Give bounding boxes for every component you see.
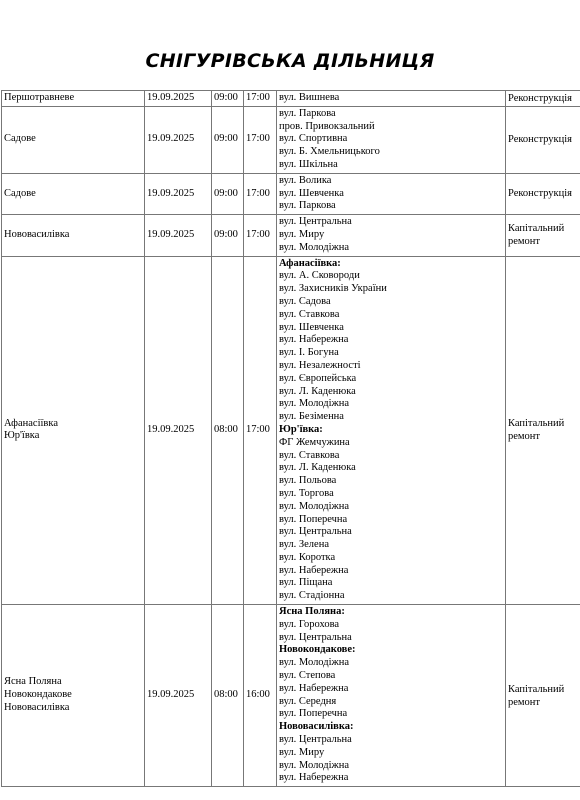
streets-cell	[277, 215, 506, 256]
date-cell: 19.09.2025	[145, 106, 212, 173]
date-cell: 19.09.2025	[145, 256, 212, 605]
settlement-name: Нововасилівка	[4, 228, 70, 240]
streets-cell	[277, 605, 506, 787]
street-name: вул. Поперечна	[279, 513, 348, 525]
settlement-name: Ясна Поляна	[4, 676, 62, 688]
date-cell: 19.09.2025	[145, 215, 212, 256]
street-name: вул. Центральна	[279, 631, 352, 643]
work-type-cell: Реконструкція	[506, 173, 580, 214]
work-type-cell: Реконструкція	[506, 91, 580, 107]
work-type-cell: Капітальний ремонт	[506, 215, 580, 256]
street-name: ФГ Жемчужина	[279, 436, 350, 448]
table-row	[2, 256, 580, 605]
street-group-heading: Афанасіївка:	[279, 257, 341, 269]
street-name: вул. Набережна	[279, 334, 349, 346]
street-name: вул. Європейська	[279, 372, 357, 384]
settlement-name: Нововасилівка	[4, 702, 70, 714]
streets-cell	[277, 91, 506, 107]
date-cell: 19.09.2025	[145, 91, 212, 107]
street-name: вул. Торгова	[279, 487, 334, 499]
street-name: вул. Миру	[279, 228, 325, 240]
end-time-cell: 17:00	[244, 173, 277, 214]
end-time-cell: 17:00	[244, 91, 277, 107]
street-name: вул. Шкільна	[279, 158, 338, 170]
street-name: вул. Л. Каденюка	[279, 462, 356, 474]
street-name: вул. Середня	[279, 695, 337, 707]
start-time-cell: 09:00	[212, 173, 244, 214]
street-name: вул. Молодіжна	[279, 759, 350, 771]
street-name: вул. Л. Каденюка	[279, 385, 356, 397]
work-type-cell: Капітальний ремонт	[506, 605, 580, 787]
page-title: СНІГУРІВСЬКА ДІЛЬНИЦЯ	[145, 50, 435, 72]
start-time-cell: 08:00	[212, 605, 244, 787]
start-time-cell: 09:00	[212, 215, 244, 256]
street-name: вул. Набережна	[279, 564, 349, 576]
street-name: вул. Стадіонна	[279, 590, 345, 602]
street-name: вул. Спортивна	[279, 133, 348, 145]
start-time-cell: 09:00	[212, 91, 244, 107]
street-name: вул. Волика	[279, 174, 332, 186]
end-time-cell: 17:00	[244, 215, 277, 256]
settlement-name: Першотравневе	[4, 92, 75, 103]
street-name: вул. Центральна	[279, 216, 352, 228]
street-name: вул. Набережна	[279, 682, 349, 694]
street-name: вул. Паркова	[279, 200, 336, 212]
work-type-cell: Капітальний ремонт	[506, 256, 580, 605]
street-name: вул. Паркова	[279, 107, 336, 119]
settlement-cell	[2, 215, 145, 256]
street-name: вул. Вишнева	[279, 92, 340, 103]
street-group-heading: Ясна Поляна:	[279, 606, 345, 618]
streets-cell	[277, 106, 506, 173]
street-name: вул. Коротка	[279, 551, 336, 563]
settlement-name: Садове	[4, 133, 36, 145]
table-row	[2, 605, 580, 787]
table-row	[2, 106, 580, 173]
street-name: вул. Садова	[279, 295, 331, 307]
street-name: вул. Ставкова	[279, 449, 340, 461]
end-time-cell: 17:00	[244, 106, 277, 173]
street-name: вул. Центральна	[279, 734, 352, 746]
street-name: вул. Миру	[279, 746, 325, 758]
street-group-heading: Новокондакове:	[279, 644, 356, 656]
street-name: вул. Молодіжна	[279, 657, 350, 669]
street-name: вул. Центральна	[279, 526, 352, 538]
settlement-cell	[2, 106, 145, 173]
start-time-cell: 08:00	[212, 256, 244, 605]
settlement-name: Афанасіївка	[4, 417, 58, 429]
street-name: вул. Молодіжна	[279, 398, 350, 410]
street-name: вул. А. Сковороди	[279, 270, 360, 282]
street-name: вул. Зелена	[279, 539, 329, 551]
settlement-name: Юр'ївка	[4, 430, 40, 442]
street-name: вул. Незалежності	[279, 359, 361, 371]
street-name: вул. Шевченка	[279, 321, 344, 333]
end-time-cell: 17:00	[244, 256, 277, 605]
table-row	[2, 91, 580, 107]
date-cell: 19.09.2025	[145, 173, 212, 214]
streets-cell	[277, 256, 506, 605]
start-time-cell: 09:00	[212, 106, 244, 173]
date-cell: 19.09.2025	[145, 605, 212, 787]
streets-cell	[277, 173, 506, 214]
settlement-cell	[2, 256, 145, 605]
street-name: вул. Шевченка	[279, 187, 344, 199]
street-name: вул. Польова	[279, 475, 337, 487]
street-name: вул. Захисників України	[279, 283, 387, 295]
street-name: вул. І. Богуна	[279, 347, 339, 359]
settlement-name: Садове	[4, 187, 36, 199]
street-name: вул. Піщана	[279, 577, 333, 589]
outage-schedule-table	[1, 90, 580, 787]
table-row	[2, 215, 580, 256]
settlement-cell	[2, 173, 145, 214]
street-name: вул. Молодіжна	[279, 500, 350, 512]
street-group-heading: Юр'ївка:	[279, 423, 323, 435]
street-name: пров. Привокзальний	[279, 120, 375, 132]
table-row	[2, 173, 580, 214]
settlement-cell	[2, 91, 145, 107]
street-name: вул. Безіменна	[279, 411, 344, 423]
end-time-cell: 16:00	[244, 605, 277, 787]
street-name: вул. Молодіжна	[279, 241, 350, 253]
settlement-cell	[2, 605, 145, 787]
street-name: вул. Поперечна	[279, 708, 348, 720]
street-name: вул. Б. Хмельницького	[279, 146, 380, 158]
work-type-cell: Реконструкція	[506, 106, 580, 173]
street-name: вул. Степова	[279, 670, 336, 682]
street-name: вул. Горохова	[279, 618, 340, 630]
street-group-heading: Нововасилівка:	[279, 721, 354, 733]
street-name: вул. Ставкова	[279, 308, 340, 320]
settlement-name: Новокондакове	[4, 689, 72, 701]
table-body	[2, 91, 580, 787]
street-name: вул. Набережна	[279, 772, 349, 784]
